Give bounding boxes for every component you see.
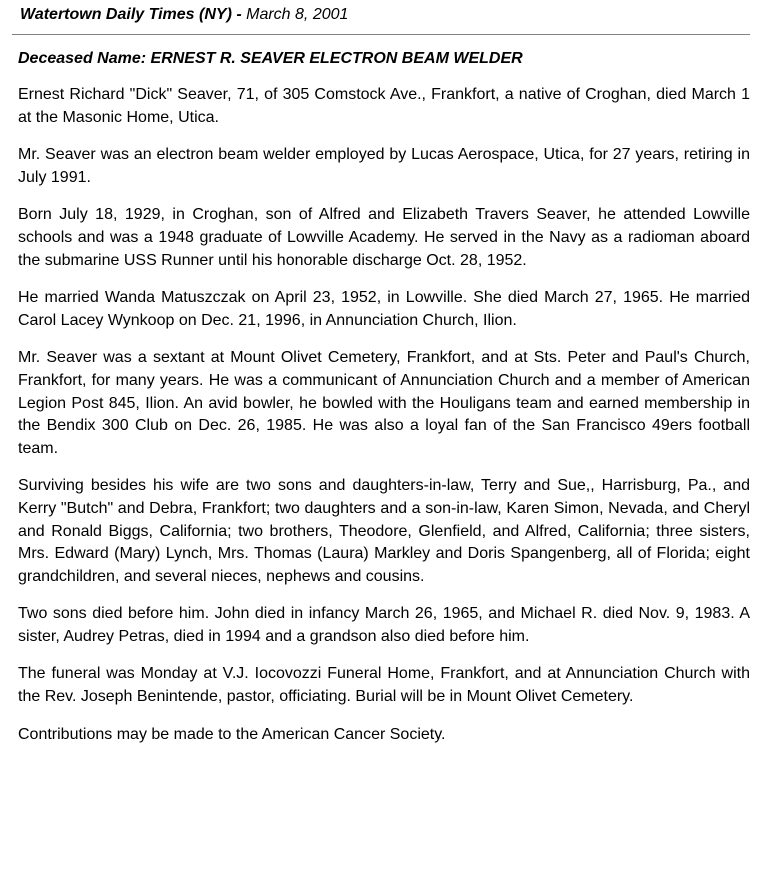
article-header bbox=[0, 0, 768, 34]
article-paragraph: Two sons died before him. John died in infancy March 26, 1965, and Michael R. died Nov. 9, 1983. A sister, Audrey Petras, died in 1994 and a grandson also died before him. bbox=[18, 605, 750, 645]
article-paragraph: Born July 18, 1929, in Croghan, son of Alfred and Elizabeth Travers Seaver, he attended Lowville schools and was a 1948 graduate of Lowville Academy. He served in the Navy as a radioman aboard the submarine USS Runner until his honorable discharge Oct. 28, 1952. bbox=[18, 206, 750, 269]
article-paragraph: Contributions may be made to the American Cancer Society. bbox=[18, 725, 446, 743]
article-paragraph: The funeral was Monday at V.J. Iocovozzi Funeral Home, Frankfort, and at Annunciation Church with the Rev. Joseph Benintende, pastor, officiating. Burial will be in Mount Olivet Cemetery. bbox=[18, 665, 750, 706]
article-paragraph: Mr. Seaver was an electron beam welder employed by Lucas Aerospace, Utica, for 27 years, retiring in July 1991. bbox=[18, 146, 750, 186]
header-separator: - bbox=[231, 6, 247, 23]
newspaper-name: Watertown Daily Times (NY) bbox=[20, 6, 232, 23]
publication-date: March 8, 2001 bbox=[246, 6, 349, 23]
article-paragraph: Surviving besides his wife are two sons and daughters-in-law, Terry and Sue,, Harrisburg, Pa., and Kerry "Butch" and Debra, Frankfort; two daughters and a son-in-law, Karen Simon, Nevada, and Cheryl and Ronald Biggs, California; two brothers, Theodore, Glenfield, and Alfred, California; three sisters, Mrs. Edward (Mary) Lynch, Mrs. Thomas (Laura) Markley and Doris Spangenberg, all of Florida; eight grandchildren, and several nieces, nephews and cousins. bbox=[18, 477, 750, 585]
article-body bbox=[0, 35, 768, 746]
article-paragraph: He married Wanda Matuszczak on April 23, 1952, in Lowville. She died March 27, 1965. He married Carol Lacey Wynkoop on Dec. 21, 1996, in Annunciation Church, Ilion. bbox=[18, 289, 750, 329]
article-paragraph: Mr. Seaver was a sextant at Mount Olivet Cemetery, Frankfort, and at Sts. Peter and Paul's Church, Frankfort, for many years. He was a communicant of Annunciation Church and a member of American Legion Post 845, Ilion. An avid bowler, he bowled with the Houligans team and earned membership in the Bendix 300 Club on Dec. 26, 1985. He was also a loyal fan of the San Francisco 49ers football team. bbox=[18, 349, 750, 457]
article-title: Deceased Name: ERNEST R. SEAVER ELECTRON BEAM WELDER bbox=[18, 50, 523, 67]
article-paragraph: Ernest Richard "Dick" Seaver, 71, of 305 Comstock Ave., Frankfort, a native of Croghan, died March 1 at the Masonic Home, Utica. bbox=[18, 86, 750, 126]
